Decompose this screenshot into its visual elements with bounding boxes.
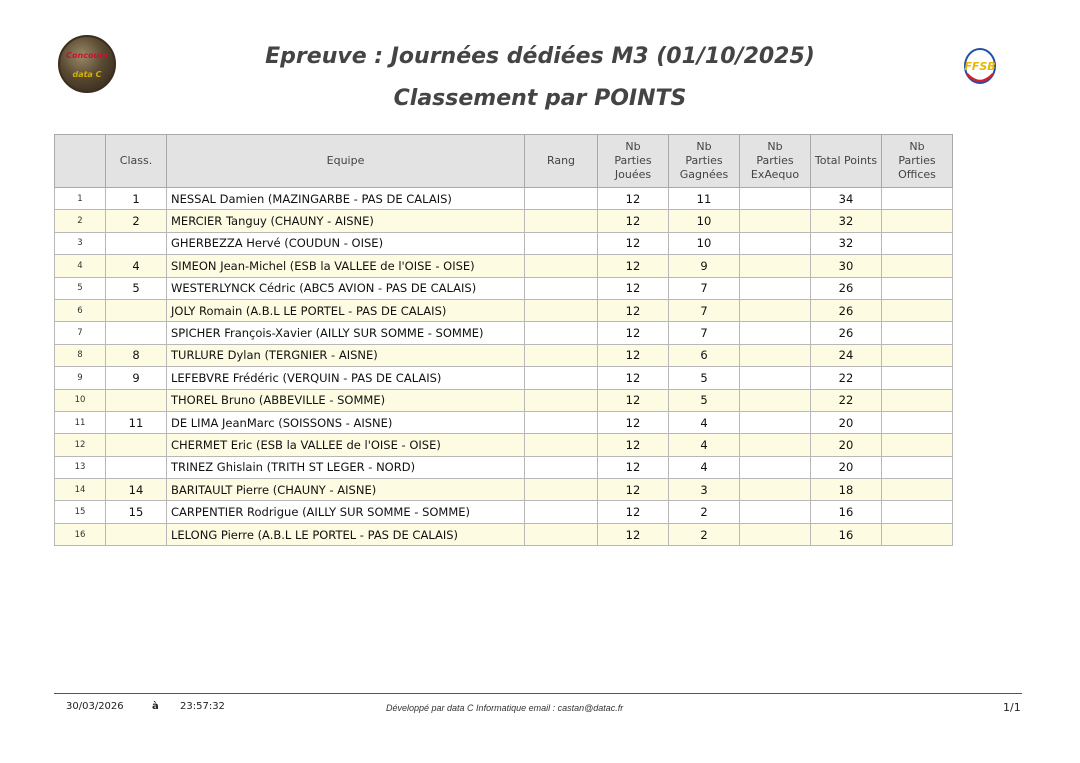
row-team: THOREL Bruno (ABBEVILLE - SOMME): [167, 389, 525, 411]
row-index: 1: [55, 188, 106, 210]
row-index: 11: [55, 411, 106, 433]
row-played: 12: [598, 210, 669, 232]
table-row: [55, 389, 953, 411]
row-won: 4: [669, 434, 740, 456]
row-won: 6: [669, 344, 740, 366]
row-rang: [525, 434, 598, 456]
table-row: [55, 456, 953, 478]
table-row: [55, 277, 953, 299]
table-row: [55, 188, 953, 210]
row-won: 10: [669, 232, 740, 254]
row-offices: [882, 322, 953, 344]
row-won: 10: [669, 210, 740, 232]
row-points: 34: [811, 188, 882, 210]
row-rang: [525, 456, 598, 478]
table-row: [55, 479, 953, 501]
row-won: 5: [669, 389, 740, 411]
row-won: 9: [669, 255, 740, 277]
header-points: Total Points: [811, 135, 882, 188]
row-offices: [882, 255, 953, 277]
row-team: BARITAULT Pierre (CHAUNY - AISNE): [167, 479, 525, 501]
logo-left-text-1: Concours: [66, 51, 108, 60]
row-won: 7: [669, 299, 740, 321]
row-rang: [525, 411, 598, 433]
row-rang: [525, 367, 598, 389]
row-class: 2: [106, 210, 167, 232]
header-won-line-3: Gagnées: [679, 168, 729, 181]
row-class: 8: [106, 344, 167, 366]
row-tie: [740, 232, 811, 254]
row-tie: [740, 277, 811, 299]
row-class: 9: [106, 367, 167, 389]
row-tie: [740, 389, 811, 411]
header-played-line-1: Nb: [625, 140, 641, 153]
row-rang: [525, 322, 598, 344]
header-won-line-2: Parties: [685, 154, 723, 167]
row-index: 15: [55, 501, 106, 523]
row-tie: [740, 523, 811, 545]
row-rang: [525, 232, 598, 254]
row-offices: [882, 232, 953, 254]
row-points: 16: [811, 523, 882, 545]
footer-divider: [54, 693, 1022, 694]
table-header-row: [55, 135, 953, 188]
row-rang: [525, 501, 598, 523]
table-row: [55, 411, 953, 433]
row-index: 16: [55, 523, 106, 545]
header-offices-line-2: Parties: [898, 154, 936, 167]
table-row: [55, 344, 953, 366]
row-played: 12: [598, 232, 669, 254]
row-points: 26: [811, 299, 882, 321]
row-class: [106, 322, 167, 344]
row-team: MERCIER Tanguy (CHAUNY - AISNE): [167, 210, 525, 232]
row-points: 26: [811, 322, 882, 344]
row-played: 12: [598, 523, 669, 545]
row-points: 22: [811, 389, 882, 411]
row-class: [106, 389, 167, 411]
row-index: 9: [55, 367, 106, 389]
row-points: 26: [811, 277, 882, 299]
row-rang: [525, 277, 598, 299]
row-played: 12: [598, 479, 669, 501]
row-tie: [740, 367, 811, 389]
row-tie: [740, 344, 811, 366]
row-team: CHERMET Eric (ESB la VALLEE de l'OISE - OISE): [167, 434, 525, 456]
row-index: 8: [55, 344, 106, 366]
row-rang: [525, 389, 598, 411]
header-index: [55, 135, 106, 188]
row-index: 14: [55, 479, 106, 501]
row-team: CARPENTIER Rodrigue (AILLY SUR SOMME - SOMME): [167, 501, 525, 523]
row-index: 13: [55, 456, 106, 478]
row-won: 2: [669, 501, 740, 523]
row-won: 4: [669, 456, 740, 478]
row-tie: [740, 188, 811, 210]
row-offices: [882, 456, 953, 478]
row-points: 32: [811, 210, 882, 232]
row-team: TRINEZ Ghislain (TRITH ST LEGER - NORD): [167, 456, 525, 478]
table-row: [55, 501, 953, 523]
row-offices: [882, 389, 953, 411]
row-points: 24: [811, 344, 882, 366]
row-class: 14: [106, 479, 167, 501]
row-tie: [740, 456, 811, 478]
row-won: 2: [669, 523, 740, 545]
row-played: 12: [598, 322, 669, 344]
row-offices: [882, 210, 953, 232]
row-tie: [740, 255, 811, 277]
row-team: SIMEON Jean-Michel (ESB la VALLEE de l'OISE - OISE): [167, 255, 525, 277]
row-class: 11: [106, 411, 167, 433]
header-offices-line-3: Offices: [898, 168, 936, 181]
row-played: 12: [598, 501, 669, 523]
row-class: 4: [106, 255, 167, 277]
header-tie-line-1: Nb: [767, 140, 783, 153]
row-class: 1: [106, 188, 167, 210]
row-played: 12: [598, 434, 669, 456]
header-won-line-1: Nb: [696, 140, 712, 153]
row-rang: [525, 479, 598, 501]
logo-left-text-2: data C: [72, 70, 102, 79]
row-index: 2: [55, 210, 106, 232]
row-team: TURLURE Dylan (TERGNIER - AISNE): [167, 344, 525, 366]
header-tie-line-3: ExAequo: [750, 168, 800, 181]
footer-time: 23:57:32: [180, 701, 225, 712]
row-points: 22: [811, 367, 882, 389]
row-class: [106, 434, 167, 456]
row-points: 20: [811, 456, 882, 478]
table-row: [55, 255, 953, 277]
row-rang: [525, 255, 598, 277]
row-class: 5: [106, 277, 167, 299]
row-rang: [525, 299, 598, 321]
row-won: 5: [669, 367, 740, 389]
row-tie: [740, 411, 811, 433]
row-tie: [740, 210, 811, 232]
row-team: JOLY Romain (A.B.L LE PORTEL - PAS DE CALAIS): [167, 299, 525, 321]
row-points: 30: [811, 255, 882, 277]
header-tie-line-2: Parties: [756, 154, 794, 167]
row-offices: [882, 188, 953, 210]
row-team: GHERBEZZA Hervé (COUDUN - OISE): [167, 232, 525, 254]
row-class: [106, 232, 167, 254]
row-won: 3: [669, 479, 740, 501]
footer-developer: Développé par data C Informatique email : castan@datac.fr: [386, 703, 624, 713]
row-tie: [740, 501, 811, 523]
header-played: [598, 135, 669, 188]
table-row: [55, 434, 953, 456]
row-offices: [882, 344, 953, 366]
row-offices: [882, 434, 953, 456]
header-played-line-2: Parties: [614, 154, 652, 167]
row-won: 11: [669, 188, 740, 210]
table-row: [55, 299, 953, 321]
table-row: [55, 367, 953, 389]
row-index: 3: [55, 232, 106, 254]
header-tie: [740, 135, 811, 188]
row-won: 7: [669, 277, 740, 299]
row-team: WESTERLYNCK Cédric (ABC5 AVION - PAS DE CALAIS): [167, 277, 525, 299]
row-won: 4: [669, 411, 740, 433]
row-offices: [882, 523, 953, 545]
row-offices: [882, 501, 953, 523]
footer-at: à: [152, 701, 159, 712]
row-points: 16: [811, 501, 882, 523]
row-index: 12: [55, 434, 106, 456]
row-index: 6: [55, 299, 106, 321]
row-rang: [525, 344, 598, 366]
row-offices: [882, 277, 953, 299]
ranking-table: [54, 134, 953, 546]
row-tie: [740, 299, 811, 321]
row-points: 32: [811, 232, 882, 254]
header-team: Equipe: [167, 135, 525, 188]
row-rang: [525, 523, 598, 545]
header-rang: Rang: [525, 135, 598, 188]
row-played: 12: [598, 299, 669, 321]
row-team: SPICHER François-Xavier (AILLY SUR SOMME - SOMME): [167, 322, 525, 344]
row-offices: [882, 411, 953, 433]
table-row: [55, 322, 953, 344]
row-played: 12: [598, 344, 669, 366]
row-won: 7: [669, 322, 740, 344]
row-points: 18: [811, 479, 882, 501]
row-index: 10: [55, 389, 106, 411]
table-row: [55, 210, 953, 232]
row-rang: [525, 210, 598, 232]
row-team: DE LIMA JeanMarc (SOISSONS - AISNE): [167, 411, 525, 433]
row-played: 12: [598, 389, 669, 411]
row-played: 12: [598, 411, 669, 433]
row-team: LELONG Pierre (A.B.L LE PORTEL - PAS DE CALAIS): [167, 523, 525, 545]
data-c-logo-icon: [58, 35, 116, 93]
page-subtitle: Classement par POINTS: [393, 86, 687, 111]
header-played-line-3: Jouées: [614, 168, 652, 181]
row-offices: [882, 479, 953, 501]
row-class: [106, 523, 167, 545]
table-row: [55, 232, 953, 254]
footer-page-number: 1/1: [1003, 701, 1021, 714]
row-offices: [882, 299, 953, 321]
header-offices-line-1: Nb: [909, 140, 925, 153]
row-team: LEFEBVRE Frédéric (VERQUIN - PAS DE CALAIS): [167, 367, 525, 389]
ffsb-logo-icon: [963, 44, 997, 88]
row-team: NESSAL Damien (MAZINGARBE - PAS DE CALAIS): [167, 188, 525, 210]
row-class: 15: [106, 501, 167, 523]
row-index: 5: [55, 277, 106, 299]
row-index: 7: [55, 322, 106, 344]
row-played: 12: [598, 188, 669, 210]
row-played: 12: [598, 367, 669, 389]
page-title: Epreuve : Journées dédiées M3 (01/10/2025): [265, 44, 815, 69]
row-index: 4: [55, 255, 106, 277]
header-offices: [882, 135, 953, 188]
footer-date: 30/03/2026: [66, 701, 124, 712]
row-points: 20: [811, 411, 882, 433]
row-tie: [740, 479, 811, 501]
row-played: 12: [598, 456, 669, 478]
row-tie: [740, 322, 811, 344]
row-played: 12: [598, 255, 669, 277]
row-played: 12: [598, 277, 669, 299]
row-class: [106, 299, 167, 321]
row-rang: [525, 188, 598, 210]
header-won: [669, 135, 740, 188]
table-row: [55, 523, 953, 545]
header-class: Class.: [106, 135, 167, 188]
row-offices: [882, 367, 953, 389]
row-class: [106, 456, 167, 478]
row-points: 20: [811, 434, 882, 456]
row-tie: [740, 434, 811, 456]
ffsb-logo-text: FFSB: [964, 60, 996, 73]
